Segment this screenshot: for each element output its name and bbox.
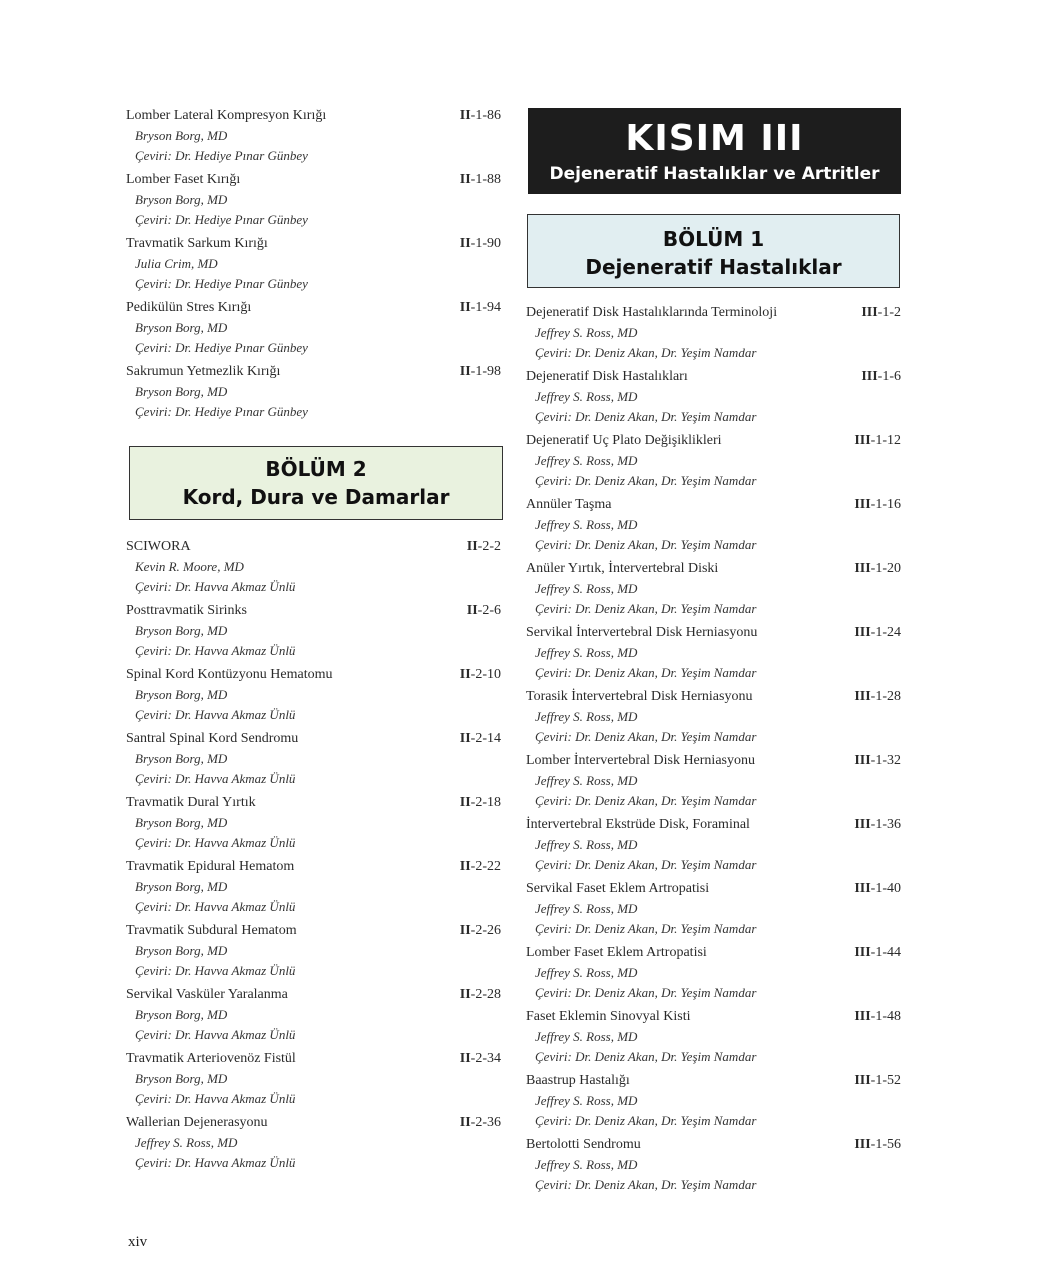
page-chapter-number: -1-12 [870, 433, 901, 448]
page-chapter-number: -1-56 [870, 1137, 901, 1152]
toc-entry-title: Dejeneratif Disk Hastalıkları [526, 369, 688, 384]
page-chapter-number: -1-44 [870, 945, 901, 960]
toc-entry-translator: Çeviri: Dr. Hediye Pınar Günbey [135, 148, 308, 163]
toc-entry-author: Jeffrey S. Ross, MD [535, 1029, 638, 1044]
toc-entry[interactable] [126, 536, 501, 597]
toc-entry[interactable] [126, 297, 501, 358]
toc-list-part-2-chapter-1 [126, 105, 501, 422]
page-chapter-number: -1-94 [470, 300, 501, 315]
toc-entry-translator: Çeviri: Dr. Hediye Pınar Günbey [135, 212, 308, 227]
toc-entry-title: Bertolotti Sendromu [526, 1137, 641, 1152]
toc-entry-translator: Çeviri: Dr. Deniz Akan, Dr. Yeşim Namdar [535, 665, 757, 680]
toc-entry-title: Santral Spinal Kord Sendromu [126, 731, 299, 746]
page-part-number: II [459, 1051, 471, 1066]
toc-entry[interactable] [526, 1134, 901, 1195]
page-part-number: II [466, 603, 478, 618]
toc-entry-page [467, 536, 501, 557]
toc-entry-title: Travmatik Epidural Hematom [126, 859, 295, 874]
toc-entry-page [460, 664, 501, 685]
toc-entry-author: Jeffrey S. Ross, MD [535, 325, 638, 340]
toc-entry-author: Bryson Borg, MD [135, 128, 228, 143]
page-part-number: II [466, 539, 478, 554]
toc-entry-title: Lomber Lateral Kompresyon Kırığı [126, 108, 327, 123]
toc-entry-title: Pedikülün Stres Kırığı [126, 300, 252, 315]
toc-entry[interactable] [526, 302, 901, 363]
page-chapter-number: -2-10 [470, 667, 501, 682]
page-chapter-number: -2-18 [470, 795, 501, 810]
section-number: BÖLÜM 2 [265, 457, 367, 481]
page-chapter-number: -1-40 [870, 881, 901, 896]
toc-entry[interactable] [126, 361, 501, 422]
right-column [526, 105, 901, 1198]
page-chapter-number: -1-98 [470, 364, 501, 379]
toc-entry-author: Bryson Borg, MD [135, 879, 228, 894]
toc-entry-title: Dejeneratif Disk Hastalıklarında Terminoloji [526, 305, 778, 320]
toc-entry-author: Julia Crim, MD [135, 256, 218, 271]
toc-entry-page [854, 878, 901, 899]
toc-entry-page [854, 1006, 901, 1027]
page-part-number: II [459, 1115, 471, 1130]
toc-entry-author: Bryson Borg, MD [135, 1071, 228, 1086]
toc-entry-translator: Çeviri: Dr. Havva Akmaz Ünlü [135, 835, 296, 850]
toc-entry-page [460, 297, 501, 318]
toc-entry-translator: Çeviri: Dr. Deniz Akan, Dr. Yeşim Namdar [535, 985, 757, 1000]
page-chapter-number: -1-36 [870, 817, 901, 832]
toc-entry[interactable] [526, 622, 901, 683]
toc-entry-page [854, 750, 901, 771]
page-part-number: II [459, 731, 471, 746]
toc-entry-title: Servikal Vasküler Yaralanma [126, 987, 288, 1002]
toc-entry-title: Lomber Faset Kırığı [126, 172, 241, 187]
page-chapter-number: -2-2 [477, 539, 501, 554]
page-chapter-number: -2-14 [470, 731, 501, 746]
toc-entry[interactable] [126, 105, 501, 166]
toc-entry-translator: Çeviri: Dr. Havva Akmaz Ünlü [135, 1155, 296, 1170]
page-part-number: III [854, 881, 871, 896]
page-chapter-number: -1-86 [470, 108, 501, 123]
part-subtitle: Dejeneratif Hastalıklar ve Artritler [549, 164, 880, 184]
section-header-bolum-1 [527, 214, 900, 288]
toc-entry-page [460, 361, 501, 382]
toc-entry-author: Bryson Borg, MD [135, 687, 228, 702]
page-part-number: III [861, 305, 878, 320]
page-part-number: II [459, 987, 471, 1002]
page-chapter-number: -2-26 [470, 923, 501, 938]
toc-list-part-2-chapter-2 [126, 536, 501, 1173]
toc-entry[interactable] [526, 942, 901, 1003]
toc-entry-translator: Çeviri: Dr. Havva Akmaz Ünlü [135, 579, 296, 594]
toc-entry-page [460, 233, 501, 254]
toc-entry-page [460, 728, 501, 749]
page-part-number: II [459, 859, 471, 874]
section-header-bolum-2 [129, 446, 503, 520]
page-part-number: III [854, 689, 871, 704]
toc-entry[interactable] [526, 878, 901, 939]
toc-entry-title: Posttravmatik Sirinks [126, 603, 247, 618]
page-chapter-number: -2-34 [470, 1051, 501, 1066]
toc-entry-page [854, 1134, 901, 1155]
page-part-number: III [854, 1137, 871, 1152]
section-number: BÖLÜM 1 [662, 227, 765, 251]
toc-entry-translator: Çeviri: Dr. Deniz Akan, Dr. Yeşim Namdar [535, 1049, 757, 1064]
page-part-number: II [459, 236, 471, 251]
toc-entry[interactable] [126, 984, 501, 1045]
section-title: Dejeneratif Hastalıklar [585, 255, 842, 279]
toc-entry-page [854, 942, 901, 963]
toc-entry-title: Annüler Taşma [526, 497, 612, 512]
page-part-number: III [861, 369, 878, 384]
toc-entry-page [854, 430, 901, 451]
page-chapter-number: -2-28 [470, 987, 501, 1002]
page-part-number: II [459, 923, 471, 938]
toc-entry-translator: Çeviri: Dr. Deniz Akan, Dr. Yeşim Namdar [535, 921, 757, 936]
toc-entry[interactable] [126, 1112, 501, 1173]
toc-entry-title: Dejeneratif Uç Plato Değişiklikleri [526, 433, 722, 448]
toc-entry[interactable] [126, 1048, 501, 1109]
page-part-number: II [459, 172, 471, 187]
page-part-number: II [459, 795, 471, 810]
toc-entry-translator: Çeviri: Dr. Deniz Akan, Dr. Yeşim Namdar [535, 857, 757, 872]
page-chapter-number: -1-16 [870, 497, 901, 512]
page-part-number: II [459, 108, 471, 123]
toc-entry-title: Wallerian Dejenerasyonu [126, 1115, 268, 1130]
toc-entry-translator: Çeviri: Dr. Hediye Pınar Günbey [135, 340, 308, 355]
toc-entry-page [854, 686, 901, 707]
toc-entry-page [460, 920, 501, 941]
page-chapter-number: -2-22 [470, 859, 501, 874]
toc-entry[interactable] [126, 169, 501, 230]
toc-entry-author: Bryson Borg, MD [135, 943, 228, 958]
toc-entry-author: Jeffrey S. Ross, MD [535, 965, 638, 980]
toc-entry-author: Bryson Borg, MD [135, 320, 228, 335]
toc-entry-translator: Çeviri: Dr. Deniz Akan, Dr. Yeşim Namdar [535, 729, 757, 744]
toc-entry-title: Anüler Yırtık, İntervertebral Diski [526, 561, 719, 576]
toc-entry-author: Bryson Borg, MD [135, 751, 228, 766]
toc-entry-translator: Çeviri: Dr. Deniz Akan, Dr. Yeşim Namdar [535, 793, 757, 808]
toc-entry-author: Jeffrey S. Ross, MD [535, 709, 638, 724]
toc-entry-author: Jeffrey S. Ross, MD [535, 837, 638, 852]
toc-entry-page [460, 792, 501, 813]
toc-entry-translator: Çeviri: Dr. Havva Akmaz Ünlü [135, 707, 296, 722]
page-chapter-number: -1-88 [470, 172, 501, 187]
toc-entry-title: Baastrup Hastalığı [526, 1073, 630, 1088]
section-title: Kord, Dura ve Damarlar [182, 485, 450, 509]
toc-entry-translator: Çeviri: Dr. Hediye Pınar Günbey [135, 276, 308, 291]
toc-entry-title: Sakrumun Yetmezlik Kırığı [126, 364, 281, 379]
toc-entry-author: Jeffrey S. Ross, MD [535, 901, 638, 916]
toc-entry[interactable] [526, 750, 901, 811]
toc-entry-page [460, 1112, 501, 1133]
toc-entry[interactable] [126, 728, 501, 789]
toc-entry[interactable] [526, 494, 901, 555]
page-chapter-number: -1-2 [877, 305, 901, 320]
toc-entry-author: Jeffrey S. Ross, MD [135, 1135, 238, 1150]
toc-entry-title: Travmatik Dural Yırtık [126, 795, 256, 810]
toc-entry-translator: Çeviri: Dr. Deniz Akan, Dr. Yeşim Namdar [535, 345, 757, 360]
toc-entry[interactable] [126, 792, 501, 853]
toc-entry-author: Jeffrey S. Ross, MD [535, 1157, 638, 1172]
part-header-kisim-3 [528, 108, 901, 194]
toc-entry-page [854, 1070, 901, 1091]
toc-entry-author: Jeffrey S. Ross, MD [535, 645, 638, 660]
toc-entry-translator: Çeviri: Dr. Havva Akmaz Ünlü [135, 771, 296, 786]
toc-entry-translator: Çeviri: Dr. Deniz Akan, Dr. Yeşim Namdar [535, 1113, 757, 1128]
page-part-number: III [854, 1073, 871, 1088]
toc-entry-author: Bryson Borg, MD [135, 384, 228, 399]
page-chapter-number: -1-48 [870, 1009, 901, 1024]
toc-entry-page [460, 984, 501, 1005]
toc-entry-title: İntervertebral Ekstrüde Disk, Foraminal [526, 817, 750, 832]
page-part-number: III [854, 625, 871, 640]
toc-entry-author: Jeffrey S. Ross, MD [535, 1093, 638, 1108]
toc-entry-translator: Çeviri: Dr. Havva Akmaz Ünlü [135, 963, 296, 978]
page-part-number: III [854, 433, 871, 448]
page-chapter-number: -1-32 [870, 753, 901, 768]
page-part-number: III [854, 497, 871, 512]
page-part-number: III [854, 945, 871, 960]
toc-entry-page [861, 366, 901, 387]
toc-entry-title: Servikal İntervertebral Disk Herniasyonu [526, 625, 758, 640]
toc-entry[interactable] [126, 920, 501, 981]
page-part-number: III [854, 1009, 871, 1024]
toc-entry[interactable] [526, 814, 901, 875]
toc-entry[interactable] [126, 856, 501, 917]
toc-entry-author: Jeffrey S. Ross, MD [535, 389, 638, 404]
toc-entry-author: Jeffrey S. Ross, MD [535, 517, 638, 532]
toc-entry-page [460, 169, 501, 190]
toc-entry[interactable] [526, 430, 901, 491]
toc-entry-title: Torasik İntervertebral Disk Herniasyonu [526, 689, 753, 704]
toc-entry-author: Bryson Borg, MD [135, 815, 228, 830]
toc-entry[interactable] [526, 1070, 901, 1131]
toc-entry-translator: Çeviri: Dr. Havva Akmaz Ünlü [135, 899, 296, 914]
toc-list-part-3-chapter-1 [526, 302, 901, 1195]
toc-entry-translator: Çeviri: Dr. Deniz Akan, Dr. Yeşim Namdar [535, 537, 757, 552]
page-chapter-number: -1-28 [870, 689, 901, 704]
toc-entry-translator: Çeviri: Dr. Havva Akmaz Ünlü [135, 1091, 296, 1106]
toc-entry-author: Kevin R. Moore, MD [135, 559, 244, 574]
page-chapter-number: -1-24 [870, 625, 901, 640]
toc-entry-translator: Çeviri: Dr. Havva Akmaz Ünlü [135, 643, 296, 658]
page-number: xiv [128, 1234, 148, 1250]
toc-entry-title: Spinal Kord Kontüzyonu Hematomu [126, 667, 333, 682]
toc-entry[interactable] [126, 664, 501, 725]
toc-entry[interactable] [126, 600, 501, 661]
toc-entry-author: Bryson Borg, MD [135, 1007, 228, 1022]
toc-entry-author: Jeffrey S. Ross, MD [535, 773, 638, 788]
page-part-number: II [459, 667, 471, 682]
toc-entry[interactable] [526, 1006, 901, 1067]
toc-entry-page [854, 622, 901, 643]
page-chapter-number: -1-6 [877, 369, 901, 384]
toc-entry-author: Bryson Borg, MD [135, 623, 228, 638]
toc-entry[interactable] [126, 233, 501, 294]
toc-entry[interactable] [526, 686, 901, 747]
toc-entry-page [854, 814, 901, 835]
page-chapter-number: -2-36 [470, 1115, 501, 1130]
page-part-number: III [854, 817, 871, 832]
toc-entry-title: SCIWORA [126, 539, 191, 554]
page-chapter-number: -1-90 [470, 236, 501, 251]
page-part-number: II [459, 364, 471, 379]
page-part-number: III [854, 561, 871, 576]
toc-entry-translator: Çeviri: Dr. Deniz Akan, Dr. Yeşim Namdar [535, 1177, 757, 1192]
toc-entry-translator: Çeviri: Dr. Deniz Akan, Dr. Yeşim Namdar [535, 601, 757, 616]
toc-entry-author: Jeffrey S. Ross, MD [535, 453, 638, 468]
left-column [126, 105, 501, 1176]
toc-entry-page [854, 494, 901, 515]
toc-entry-title: Travmatik Subdural Hematom [126, 923, 297, 938]
toc-entry[interactable] [526, 366, 901, 427]
toc-entry-author: Bryson Borg, MD [135, 192, 228, 207]
part-title: KISIM III [625, 118, 804, 159]
page-part-number: II [459, 300, 471, 315]
toc-entry-page [460, 105, 501, 126]
toc-entry-translator: Çeviri: Dr. Hediye Pınar Günbey [135, 404, 308, 419]
toc-entry-title: Faset Eklemin Sinovyal Kisti [526, 1009, 691, 1024]
toc-entry-translator: Çeviri: Dr. Deniz Akan, Dr. Yeşim Namdar [535, 409, 757, 424]
page-part-number: III [854, 753, 871, 768]
toc-entry-translator: Çeviri: Dr. Deniz Akan, Dr. Yeşim Namdar [535, 473, 757, 488]
toc-entry[interactable] [526, 558, 901, 619]
toc-entry-title: Lomber Faset Eklem Artropatisi [526, 945, 707, 960]
toc-entry-title: Travmatik Arteriovenöz Fistül [126, 1051, 296, 1066]
toc-entry-title: Travmatik Sarkum Kırığı [126, 236, 268, 251]
page-chapter-number: -1-20 [870, 561, 901, 576]
toc-entry-translator: Çeviri: Dr. Havva Akmaz Ünlü [135, 1027, 296, 1042]
toc-entry-page [460, 856, 501, 877]
page-chapter-number: -2-6 [477, 603, 501, 618]
toc-entry-page [854, 558, 901, 579]
toc-entry-title: Lomber İntervertebral Disk Herniasyonu [526, 753, 755, 768]
page-chapter-number: -1-52 [870, 1073, 901, 1088]
toc-entry-page [467, 600, 501, 621]
toc-entry-page [460, 1048, 501, 1069]
toc-entry-page [861, 302, 901, 323]
toc-entry-title: Servikal Faset Eklem Artropatisi [526, 881, 710, 896]
toc-entry-author: Jeffrey S. Ross, MD [535, 581, 638, 596]
